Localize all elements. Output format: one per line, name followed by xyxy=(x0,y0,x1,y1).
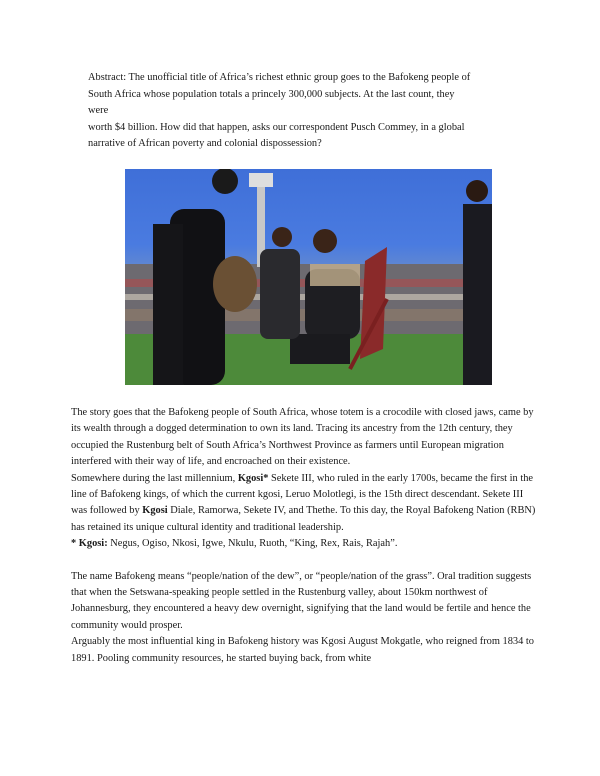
seated-man-head xyxy=(313,229,337,253)
footnote-text: Negus, Ogiso, Nkosi, Igwe, Nkulu, Ruoth, “King, Rex, Rais, Rajah”. xyxy=(107,538,398,550)
p2-text-b: Sekete III, who ruled in the early 1700s, became the first in the line of Bafokeng kings, of which the current kgosi, Leruo Molotlegi, is the 15th direct descendant. Sekete III was followed by xyxy=(71,472,534,517)
kgosi-term: Kgosi* xyxy=(237,472,269,484)
abstract-line-4: worth $4 billion. How did that happen, asks our correspondent Pusch Commey, in a global xyxy=(88,121,465,133)
ceremony-photo xyxy=(125,169,492,385)
paragraph-4: The name Bafokeng means “people/nation of the dew”, or “people/nation of the grass”. Oral tradition suggests that when the Setswana-speaking people settled in the Rustenburg valley, about 150km northwest of Johannesburg, they encountered a heavy dew overnight, signifying that the land would be fertile and hence the community would prosper. xyxy=(71,570,532,631)
leopard-sash xyxy=(310,264,360,286)
article-body xyxy=(71,405,541,667)
middle-man xyxy=(260,249,300,339)
man-behind xyxy=(153,224,183,385)
abstract-line-5: narrative of African poverty and colonial dispossession? xyxy=(88,138,322,150)
abstract-line-2: South Africa whose population totals a princely 300,000 subjects. At the last count, they xyxy=(88,88,455,100)
photo-illustration xyxy=(125,169,492,385)
p2-text-a: Somewhere during the last millennium, xyxy=(71,472,238,484)
middle-man-head xyxy=(272,227,292,247)
footnote xyxy=(71,536,541,552)
abstract-line-1: Abstract: The unofficial title of Africa’s richest ethnic group goes to the Bafokeng people of xyxy=(88,72,471,83)
abstract-line-3: were xyxy=(88,105,109,117)
paragraph-5: Arguably the most influential king in Bafokeng history was Kgosi August Mokgatle, who reigned from 1834 to 1891. Pooling community resources, he started buying back, from white xyxy=(71,636,535,664)
right-man-head xyxy=(466,180,488,202)
seated-man-legs xyxy=(290,334,350,364)
paragraph-2 xyxy=(71,471,541,537)
floodlight-head xyxy=(249,173,273,187)
kgosi-term-2: Kgosi xyxy=(142,505,168,517)
paragraph-gap xyxy=(71,553,541,569)
standing-man-right xyxy=(463,204,492,385)
fur-regalia xyxy=(213,256,257,312)
paragraph-1: The story goes that the Bafokeng people of South Africa, whose totem is a crocodile with closed jaws, came by its wealth through a dogged determination to own its land. Tracing its ancestry from the 12th century, they occupied the Rustenburg belt of South Africa’s Northwest Province as farmers until European migration interfered with their way of life, and encroached on their existence. xyxy=(71,407,534,468)
standing-man-hat xyxy=(212,169,238,194)
p2-text-c: Diale, Ramorwa, Sekete IV, and Thethe. To this day, the Royal Bafokeng Nation (RBN) has retained its unique cultural identity and traditional leadership. xyxy=(71,505,536,533)
footnote-term: * Kgosi: xyxy=(71,538,108,550)
abstract xyxy=(88,70,528,153)
